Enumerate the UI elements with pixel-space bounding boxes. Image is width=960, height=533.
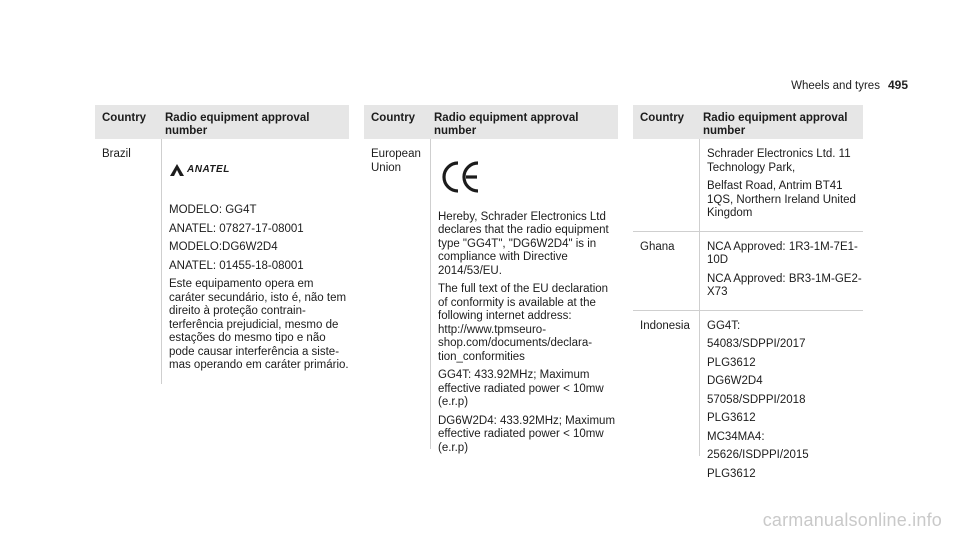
- approval-cell: [162, 139, 349, 384]
- approval-line: DG6W2D4: 433.92MHz; Maximum effective radiated power < 10mw (e.r.p): [438, 414, 616, 454]
- table-row: [633, 311, 863, 492]
- country-column-header: Country: [371, 112, 416, 124]
- country-cell: Ghana: [633, 232, 700, 310]
- page-header: [791, 78, 908, 92]
- country-cell: European Union: [364, 139, 431, 449]
- approval-cell: [700, 311, 863, 492]
- approval-line: Schrader Electronics Ltd. 11 Technology Park,: [707, 148, 851, 174]
- page-number: 495: [887, 78, 908, 92]
- table-header: [364, 105, 618, 139]
- approval-line: GG4T: 433.92MHz; Maximum effective radiated power < 10mw (e.r.p): [438, 369, 604, 408]
- approval-line: MODELO: GG4T: [169, 204, 257, 216]
- approval-line: 57058/SDPPI/2018: [707, 393, 806, 406]
- approval-cell: [700, 232, 863, 310]
- approval-cell: [431, 139, 618, 470]
- approval-line: NCA Approved: 1R3-1M-7E1-10D: [707, 240, 858, 266]
- approval-table-2: [364, 105, 618, 470]
- approval-line: Belfast Road, Antrim BT41 1QS, Northern Ireland United Kingdom: [707, 180, 856, 219]
- anatel-mark-icon: [169, 163, 185, 177]
- approval-line: MC34MA4:: [707, 430, 765, 443]
- section-title: Wheels and tyres: [791, 80, 880, 92]
- approval-line: ANATEL: 01455-18-08001: [169, 259, 304, 272]
- approval-line: PLG3612: [707, 412, 756, 424]
- anatel-logo-text: ANATEL: [187, 164, 230, 176]
- approval-line: Este equipamento opera em caráter secundário, isto é, não tem direito à proteção contrainterferência prejudicial, mesmo de estações do mesmo tipo e não pode causar interferência a sistemas operando em caráter primário.: [169, 278, 349, 371]
- approval-line: DG6W2D4: [707, 375, 763, 387]
- table-row: [633, 139, 863, 232]
- table-header: [95, 105, 349, 139]
- table-row: [633, 232, 863, 311]
- watermark: carmanualsonline.info: [762, 510, 942, 530]
- ce-mark-icon: [441, 160, 481, 194]
- approval-column-header: Radio equipment approval number: [703, 112, 848, 137]
- country-cell: Indonesia: [633, 311, 700, 456]
- table-row: [364, 139, 618, 470]
- country-cell: [633, 139, 700, 231]
- approval-column-header: Radio equipment approval number: [165, 112, 310, 137]
- country-column-header: Country: [102, 112, 147, 124]
- approval-line: 25626/ISDPPI/2015: [707, 449, 809, 461]
- approval-line: The full text of the EU declaration of conformity is available at the following internet address: http://www.tpmseuroshop.com/documents/declaration_conformities: [438, 283, 609, 363]
- table-header: [633, 105, 863, 139]
- approval-line: Hereby, Schrader Electronics Ltd declares that the radio equipment type "GG4T", "DG6W2D4" is in compliance with Directive 2014/53/EU.: [438, 210, 609, 277]
- approval-line: MODELO:DG6W2D4: [169, 241, 278, 253]
- country-cell: Brazil: [95, 139, 162, 384]
- table-row: [95, 139, 349, 384]
- approval-column-header: Radio equipment approval number: [434, 112, 579, 137]
- approval-cell: [700, 139, 863, 231]
- approval-table-1: [95, 105, 349, 384]
- approval-line: GG4T:: [707, 319, 741, 332]
- approval-line: ANATEL: 07827-17-08001: [169, 222, 304, 235]
- approval-line: PLG3612: [707, 356, 756, 369]
- approval-line: PLG3612: [707, 467, 756, 480]
- approval-line: 54083/SDPPI/2017: [707, 338, 806, 350]
- approval-line: NCA Approved: BR3-1M-GE2-X73: [707, 272, 862, 298]
- anatel-logo: [169, 162, 349, 178]
- country-column-header: Country: [640, 112, 685, 124]
- approval-table-3: [633, 105, 863, 491]
